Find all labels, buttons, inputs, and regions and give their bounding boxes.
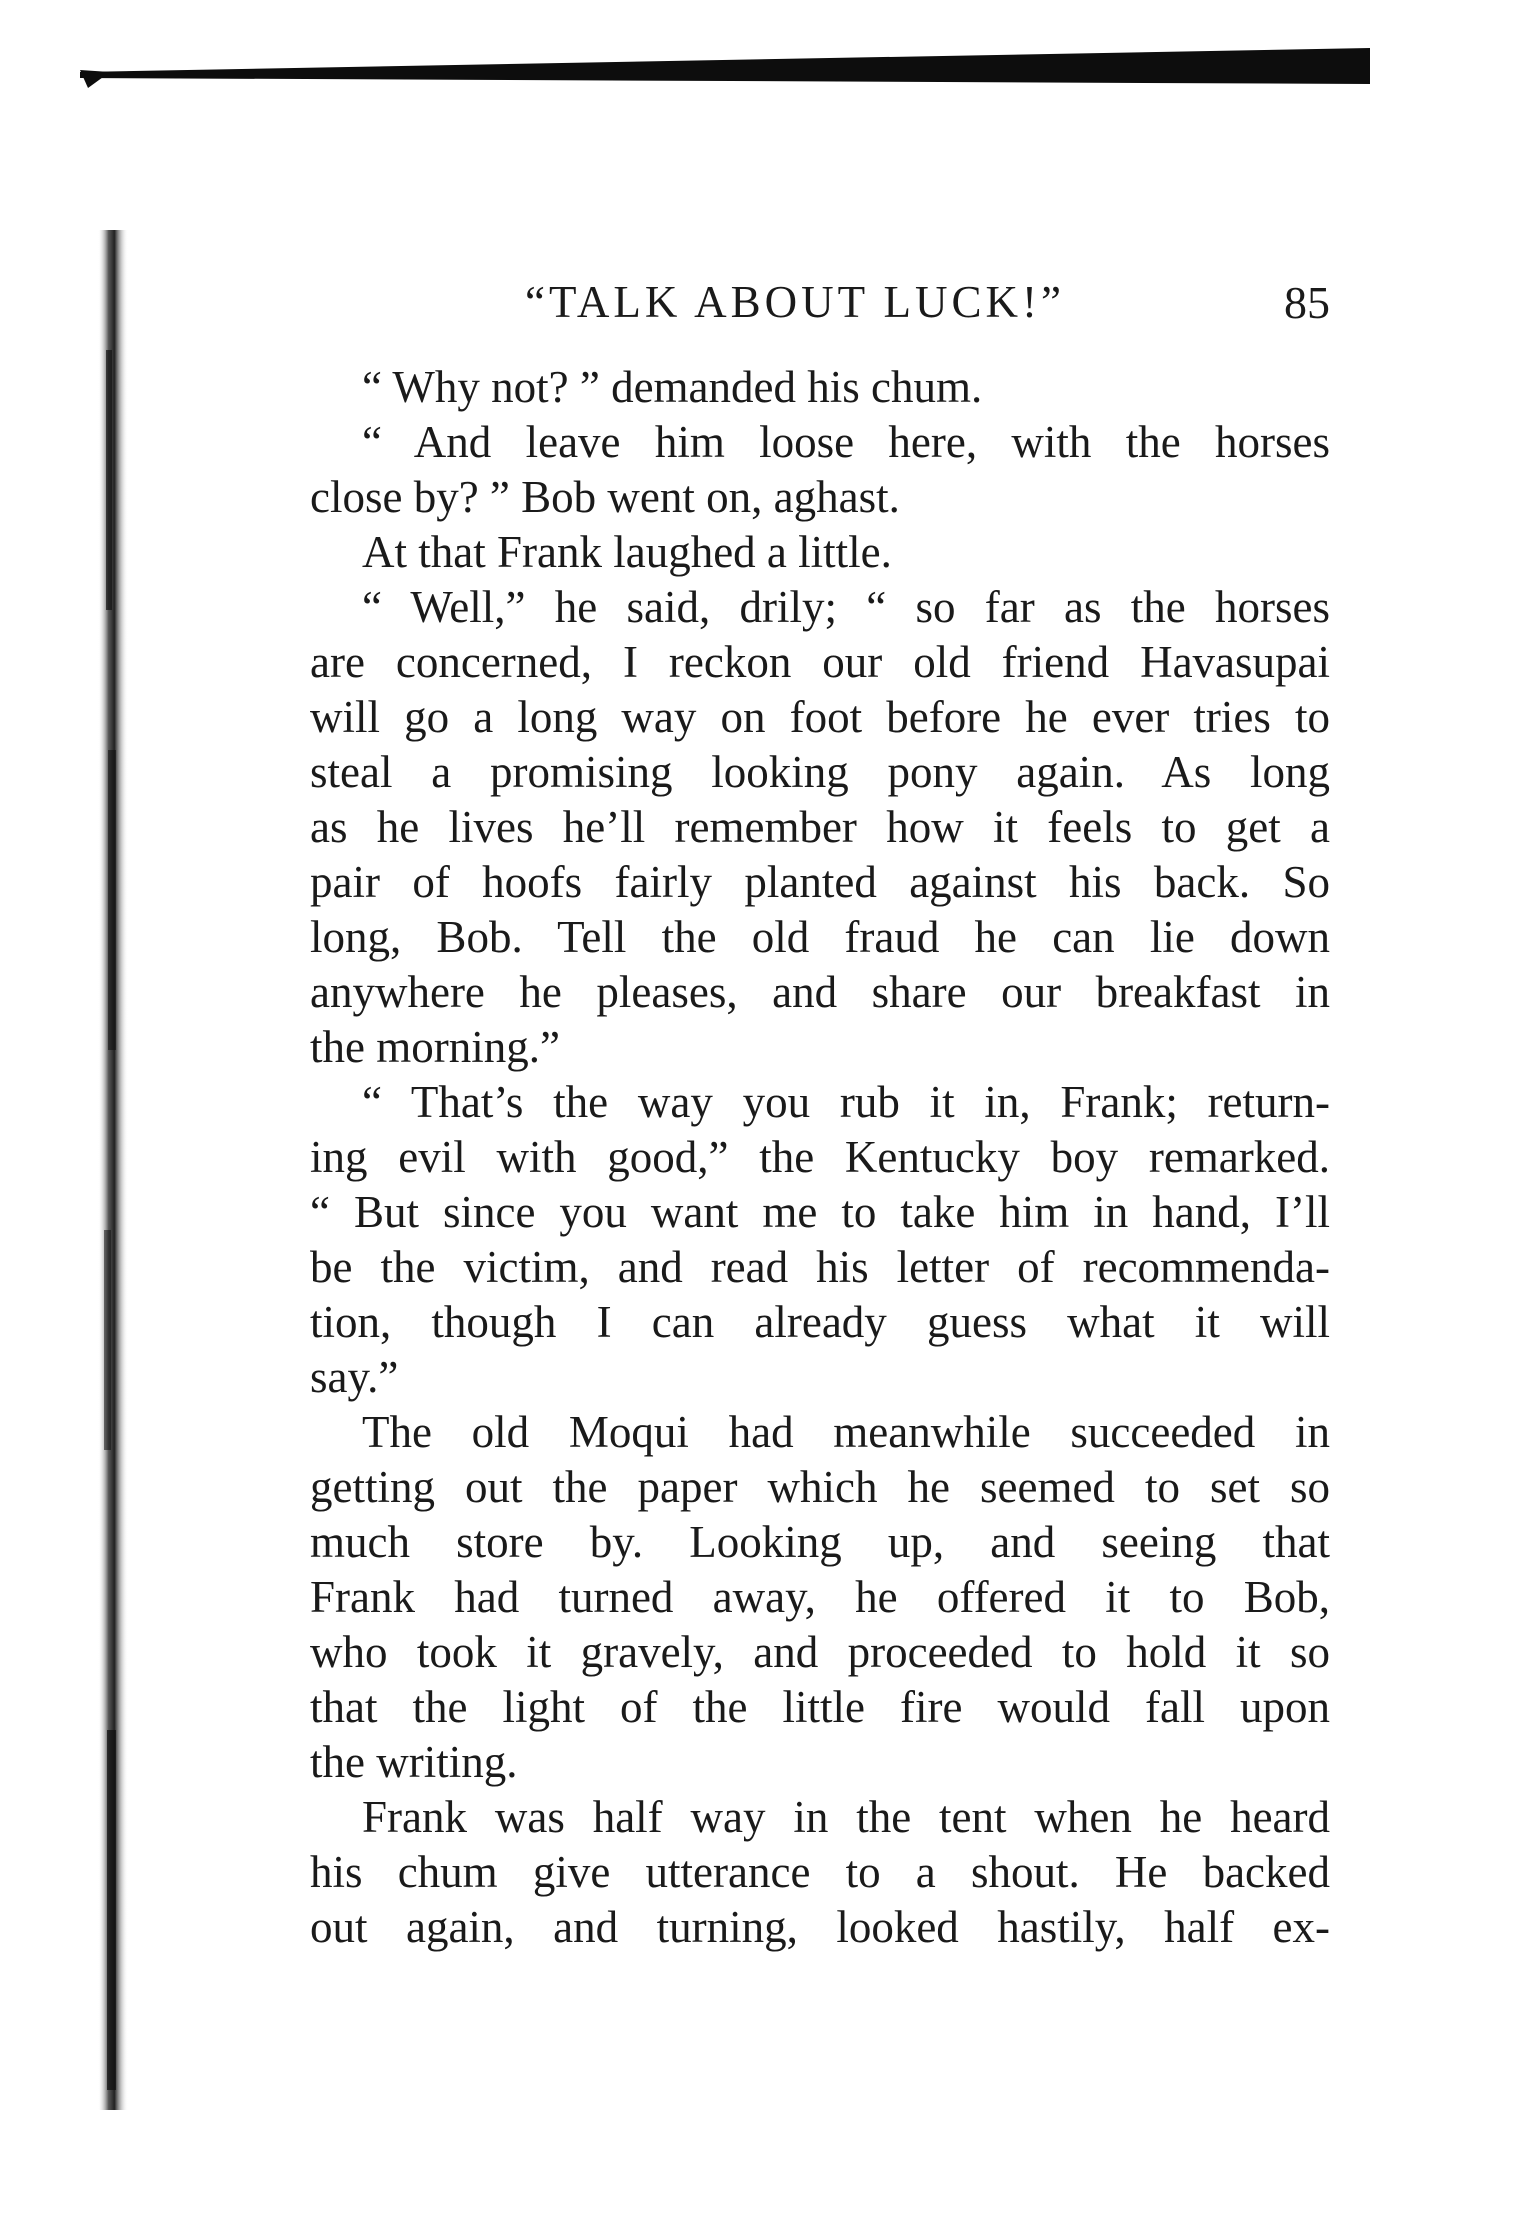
text-line: will go a long way on foot before he ever tries to bbox=[310, 692, 1330, 742]
text-line: steal a promising looking pony again. As long bbox=[310, 747, 1330, 797]
text-line: ing evil with good,” the Kentucky boy remarked. bbox=[310, 1132, 1330, 1182]
text-line: say.” bbox=[310, 1352, 399, 1402]
binding-shadow bbox=[88, 230, 138, 2110]
text-line: out again, and turning, looked hastily, half ex- bbox=[310, 1902, 1330, 1952]
scan-edge-bar bbox=[80, 48, 1370, 100]
text-line: pair of hoofs fairly planted against his back. So bbox=[310, 857, 1330, 907]
text-line: getting out the paper which he seemed to set so bbox=[310, 1462, 1330, 1512]
text-line: “ That’s the way you rub it in, Frank; return- bbox=[362, 1077, 1330, 1127]
page-header bbox=[310, 276, 1330, 336]
text-line: as he lives he’ll remember how it feels to get a bbox=[310, 802, 1330, 852]
text-line: “ Why not? ” demanded his chum. bbox=[362, 362, 983, 412]
page-number: 85 bbox=[1284, 277, 1330, 328]
text-line: “ Well,” he said, drily; “ so far as the horses bbox=[362, 582, 1330, 632]
running-head: “TALK ABOUT LUCK!” bbox=[525, 277, 1065, 327]
text-line: Frank was half way in the tent when he heard bbox=[362, 1792, 1330, 1842]
text-line: The old Moqui had meanwhile succeeded in bbox=[362, 1407, 1330, 1457]
text-line: that the light of the little fire would fall upon bbox=[310, 1682, 1330, 1732]
text-line: much store by. Looking up, and seeing that bbox=[310, 1517, 1330, 1567]
text-line: Frank had turned away, he offered it to Bob, bbox=[310, 1572, 1330, 1622]
text-line: the writing. bbox=[310, 1737, 518, 1787]
text-line: who took it gravely, and proceeded to hold it so bbox=[310, 1627, 1330, 1677]
text-line: “ But since you want me to take him in hand, I’ll bbox=[310, 1187, 1330, 1237]
text-line: be the victim, and read his letter of recommenda- bbox=[310, 1242, 1330, 1292]
text-line: are concerned, I reckon our old friend Havasupai bbox=[310, 637, 1330, 687]
text-line: anywhere he pleases, and share our breakfast in bbox=[310, 967, 1330, 1017]
text-line: “ And leave him loose here, with the horses bbox=[362, 417, 1330, 467]
text-line: At that Frank laughed a little. bbox=[362, 527, 892, 577]
text-line: the morning.” bbox=[310, 1022, 560, 1072]
text-line: long, Bob. Tell the old fraud he can lie down bbox=[310, 912, 1330, 962]
body-text bbox=[310, 360, 1330, 1955]
text-line: close by? ” Bob went on, aghast. bbox=[310, 472, 900, 522]
text-line: tion, though I can already guess what it will bbox=[310, 1297, 1330, 1347]
text-line: his chum give utterance to a shout. He backed bbox=[310, 1847, 1330, 1897]
